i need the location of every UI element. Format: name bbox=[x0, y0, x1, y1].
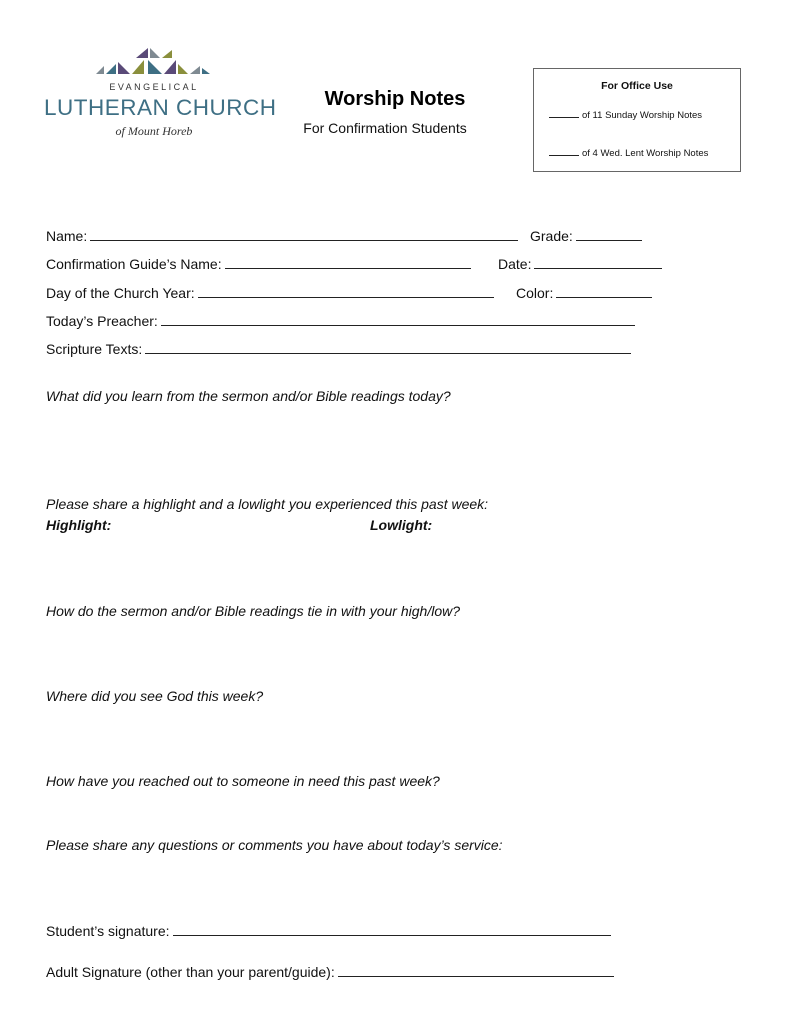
prompt-tie-in: How do the sermon and/or Bible readings tie in with your high/low? bbox=[46, 603, 461, 619]
highlight-label: Highlight: bbox=[46, 517, 112, 533]
adult-signature-label: Adult Signature (other than your parent/guide): bbox=[46, 964, 335, 980]
scripture-row bbox=[46, 341, 631, 357]
office-lent-count bbox=[549, 143, 708, 159]
prompt-see-god: Where did you see God this week? bbox=[46, 688, 264, 704]
guide-label: Confirmation Guide’s Name: bbox=[46, 256, 222, 272]
name-row bbox=[46, 228, 518, 244]
prompt-reach-out: How have you reached out to someone in need this past week? bbox=[46, 773, 440, 789]
preacher-label: Today’s Preacher: bbox=[46, 313, 158, 329]
lowlight-label: Lowlight: bbox=[370, 517, 433, 533]
adult-signature-blank[interactable] bbox=[338, 964, 614, 977]
guide-blank[interactable] bbox=[225, 256, 471, 269]
prompt-learn: What did you learn from the sermon and/or Bible readings today? bbox=[46, 388, 451, 404]
office-lent-label: of 4 Wed. Lent Worship Notes bbox=[582, 148, 709, 159]
color-blank[interactable] bbox=[556, 285, 652, 298]
office-sunday-blank[interactable] bbox=[549, 105, 579, 118]
preacher-row bbox=[46, 313, 635, 329]
office-sunday-label: of 11 Sunday Worship Notes bbox=[582, 110, 703, 121]
guide-row bbox=[46, 256, 471, 272]
grade-blank[interactable] bbox=[576, 228, 642, 241]
name-label: Name: bbox=[46, 228, 88, 244]
preacher-blank[interactable] bbox=[161, 313, 635, 326]
name-blank[interactable] bbox=[90, 228, 518, 241]
logo-location: of Mount Horeb bbox=[115, 124, 193, 138]
church-year-blank[interactable] bbox=[198, 285, 494, 298]
color-label: Color: bbox=[516, 285, 554, 301]
color-row bbox=[516, 285, 652, 301]
date-label: Date: bbox=[498, 256, 532, 272]
page-subtitle: For Confirmation Students bbox=[303, 120, 467, 136]
date-row bbox=[498, 256, 662, 272]
prompt-questions: Please share any questions or comments you have about today’s service: bbox=[46, 837, 503, 853]
church-year-label: Day of the Church Year: bbox=[46, 285, 195, 301]
church-logo bbox=[44, 46, 277, 142]
office-use-box bbox=[533, 68, 741, 172]
scripture-label: Scripture Texts: bbox=[46, 341, 143, 357]
logo-triangles-icon bbox=[96, 46, 216, 80]
logo-evangelical-text: EVANGELICAL bbox=[109, 82, 199, 92]
scripture-blank[interactable] bbox=[145, 341, 631, 354]
student-signature-label: Student’s signature: bbox=[46, 923, 170, 939]
logo-church-name: LUTHERAN CHURCH bbox=[44, 95, 277, 120]
prompt-highlight-intro: Please share a highlight and a lowlight you experienced this past week: bbox=[46, 496, 489, 512]
grade-label: Grade: bbox=[530, 228, 573, 244]
student-signature-blank[interactable] bbox=[173, 923, 611, 936]
adult-signature-row bbox=[46, 964, 614, 980]
church-year-row bbox=[46, 285, 494, 301]
date-blank[interactable] bbox=[534, 256, 662, 269]
grade-row bbox=[530, 228, 642, 244]
page-title: Worship Notes bbox=[324, 88, 466, 110]
office-use-heading: For Office Use bbox=[601, 80, 673, 92]
student-signature-row bbox=[46, 923, 611, 939]
office-lent-blank[interactable] bbox=[549, 143, 579, 156]
office-sunday-count bbox=[549, 105, 702, 121]
